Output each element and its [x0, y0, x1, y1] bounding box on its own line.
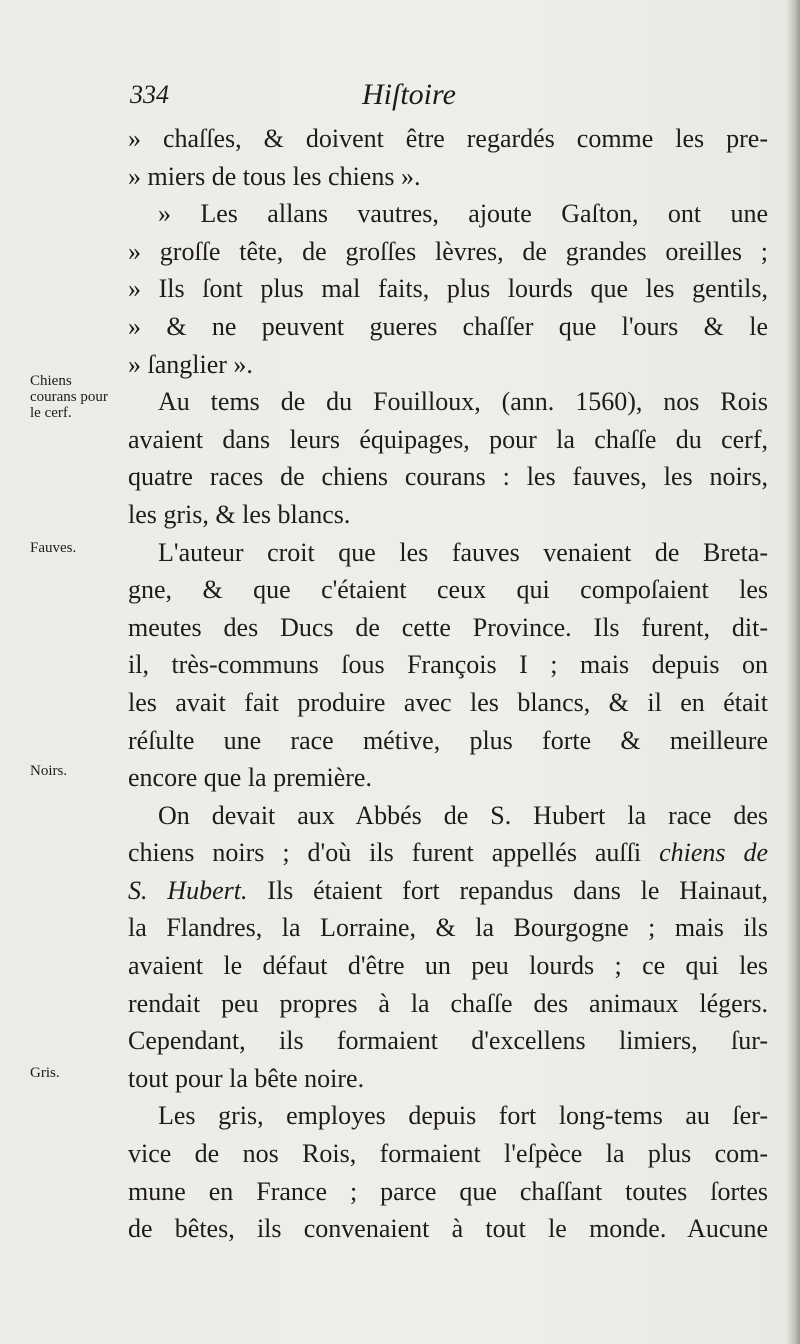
- margin-note-line: le cerf.: [30, 405, 72, 421]
- text-line: gne, & que c'étaient ceux qui compoſaient les: [128, 575, 768, 605]
- text-line: Cependant, ils formaient d'excellens limiers, ſur-: [128, 1026, 768, 1056]
- margin-note-gris: Gris.: [30, 1065, 60, 1081]
- text-line: L'auteur croit que les fauves venaient de Breta-: [158, 537, 768, 567]
- text-line: encore que la première.: [128, 763, 372, 793]
- text-line: quatre races de chiens courans : les fauves, les noirs,: [128, 462, 768, 492]
- text-line: Au tems de du Fouilloux, (ann. 1560), nos Rois: [158, 387, 768, 417]
- text-line: tout pour la bête noire.: [128, 1063, 365, 1093]
- text-line: les gris, & les blancs.: [128, 499, 351, 529]
- margin-note-line: courans pour: [30, 389, 108, 405]
- text-line: » groſſe tête, de groſſes lèvres, de grandes oreilles ;: [128, 236, 768, 266]
- text-line: les avait fait produire avec les blancs, & il en était: [128, 687, 768, 717]
- text-line: » & ne peuvent gueres chaſſer que l'ours & le: [128, 311, 768, 341]
- running-title: Hiſtoire: [362, 78, 456, 111]
- margin-note-line: Chiens: [30, 373, 72, 389]
- text-line: vice de nos Rois, formaient l'eſpèce la plus com-: [128, 1139, 768, 1169]
- margin-note-noirs: Noirs.: [30, 763, 68, 779]
- text-line: Les gris, employes depuis fort long-tems au ſer-: [158, 1101, 768, 1131]
- text-line-mixed: [128, 872, 768, 910]
- text-line: » chaſſes, & doivent être regardés comme les pre-: [128, 124, 768, 153]
- text-line: meutes des Ducs de cette Province. Ils furent, dit-: [128, 612, 768, 642]
- text-line: avaient le défaut d'être un peu lourds ; ce qui les: [128, 951, 768, 981]
- text-line: » miers de tous les chiens ».: [128, 161, 421, 191]
- text-line: de bêtes, ils convenaient à tout le monde. Aucune: [128, 1214, 768, 1244]
- text-run: chiens noirs ; d'où ils furent appellés auſſi: [128, 838, 642, 868]
- text-line: réſulte une race métive, plus forte & meilleure: [128, 725, 768, 755]
- italic-text-run: chiens de: [659, 838, 769, 868]
- page-header: [130, 80, 650, 120]
- text-line: » ſanglier ».: [128, 349, 253, 379]
- text-line: rendait peu propres à la chaſſe des animaux légers.: [128, 988, 768, 1018]
- text-line-mixed: [128, 834, 768, 872]
- text-line: » Les allans vautres, ajoute Gaſton, ont une: [158, 199, 768, 229]
- text-line: il, très-communs ſous François I ; mais depuis on: [128, 650, 768, 680]
- text-line: la Flandres, la Lorraine, & la Bourgogne ; mais ils: [128, 913, 768, 943]
- page-edge-shadow: [786, 0, 800, 1344]
- text-line: » Ils ſont plus mal faits, plus lourds que les gentils,: [128, 274, 768, 304]
- italic-text-run: S. Hubert.: [128, 875, 248, 905]
- margin-note-chiens-courans: [30, 373, 122, 421]
- text-line: On devait aux Abbés de S. Hubert la race des: [158, 800, 768, 830]
- margin-note-fauves: Fauves.: [30, 540, 77, 556]
- text-line: avaient dans leurs équipages, pour la chaſſe du cerf,: [128, 424, 768, 454]
- text-line: mune en France ; parce que chaſſant toutes ſortes: [128, 1176, 768, 1206]
- body-text: [128, 120, 768, 1248]
- text-run: Ils étaient fort repandus dans le Hainaut,: [267, 875, 768, 905]
- page-number: 334: [130, 80, 169, 109]
